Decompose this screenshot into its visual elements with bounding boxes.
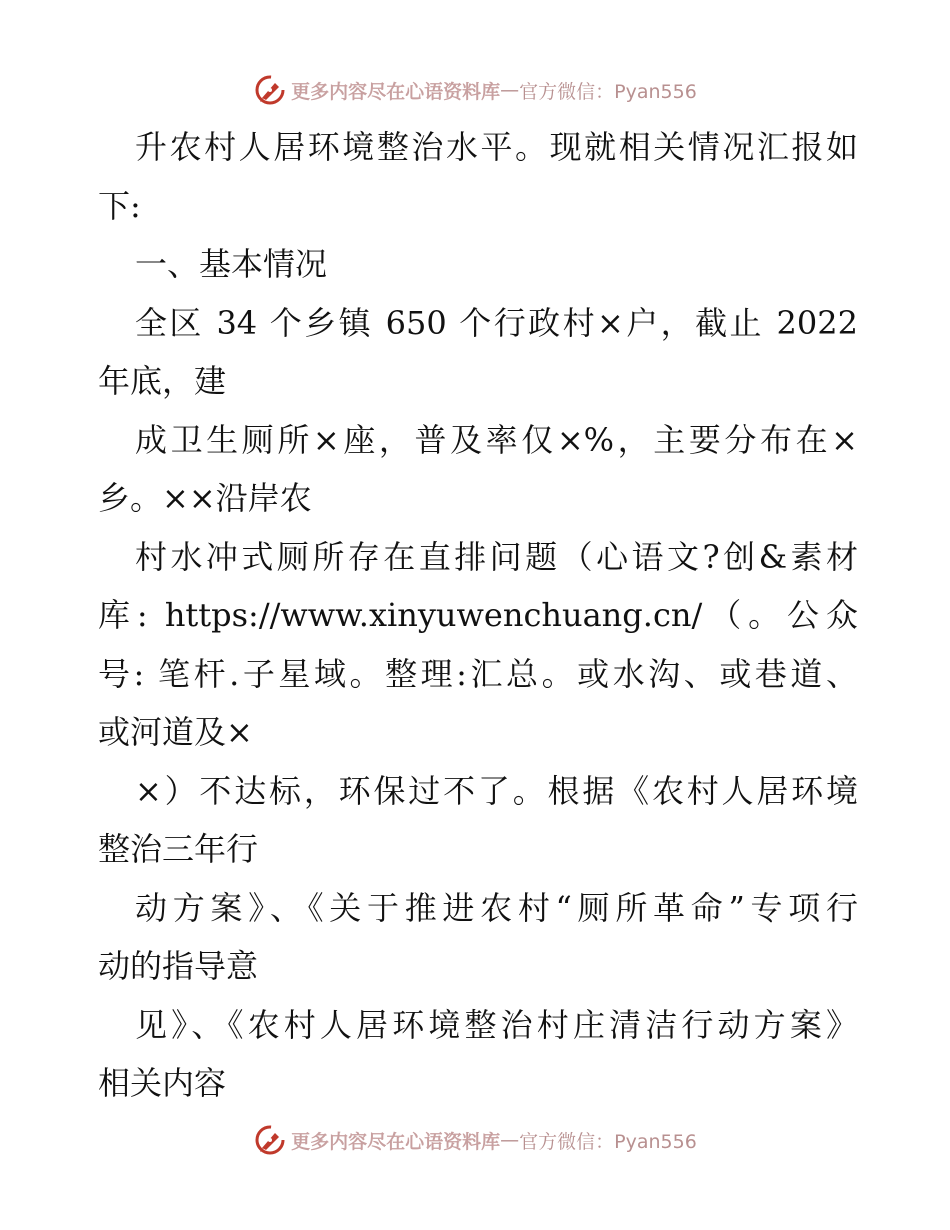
body-line: 成卫生厕所×座，普及率仅×%，主要分布在× — [135, 420, 858, 459]
pen-nib-circle-icon — [253, 1123, 287, 1157]
body-line: 升农村人居环境整治水平。现就相关情况汇报如 — [135, 128, 858, 166]
body-line: 相关内容 — [98, 1064, 227, 1102]
section-heading: 一、基本情况 — [135, 245, 328, 283]
body-line: 或河道及× — [98, 713, 253, 751]
body-line: 整治三年行 — [98, 830, 259, 868]
banner-contact: 官方微信：Pyan556 — [519, 1130, 697, 1153]
body-line: 见》、《农村人居环境整治村庄清洁行动方案》 — [135, 1005, 858, 1044]
footer-banner — [0, 1120, 950, 1160]
banner-dash: — — [500, 79, 520, 101]
body-line: 库: https://www.xinyuwenchuang.cn/（。公众 — [98, 596, 858, 634]
body-line: 下: — [98, 186, 141, 225]
body-line: 乡。××沿岸农 — [98, 479, 312, 517]
header-banner — [0, 70, 950, 110]
body-line: 动方案》、《关于推进农村“厕所革命”专项行 — [135, 888, 858, 927]
body-line: 动的指导意 — [98, 947, 259, 985]
body-line: ×）不达标，环保过不了。根据《农村人居环境 — [135, 771, 858, 810]
pen-nib-circle-icon — [253, 73, 287, 107]
body-line: 号: 笔杆.子星域。整理:汇总。或水沟、或巷道、 — [98, 654, 858, 693]
banner-title: 更多内容尽在心语资料库 — [291, 1130, 501, 1153]
body-line: 年底，建 — [98, 362, 227, 400]
banner-contact: 官方微信：Pyan556 — [519, 80, 697, 103]
body-line: 村水冲式厕所存在直排问题（心语文?创&素材 — [135, 537, 858, 576]
document-body — [98, 118, 858, 1113]
banner-title: 更多内容尽在心语资料库 — [291, 80, 501, 103]
body-line: 全区 34 个乡镇 650 个行政村×户，截止 2022 — [135, 303, 858, 342]
banner-dash: — — [500, 1129, 520, 1151]
